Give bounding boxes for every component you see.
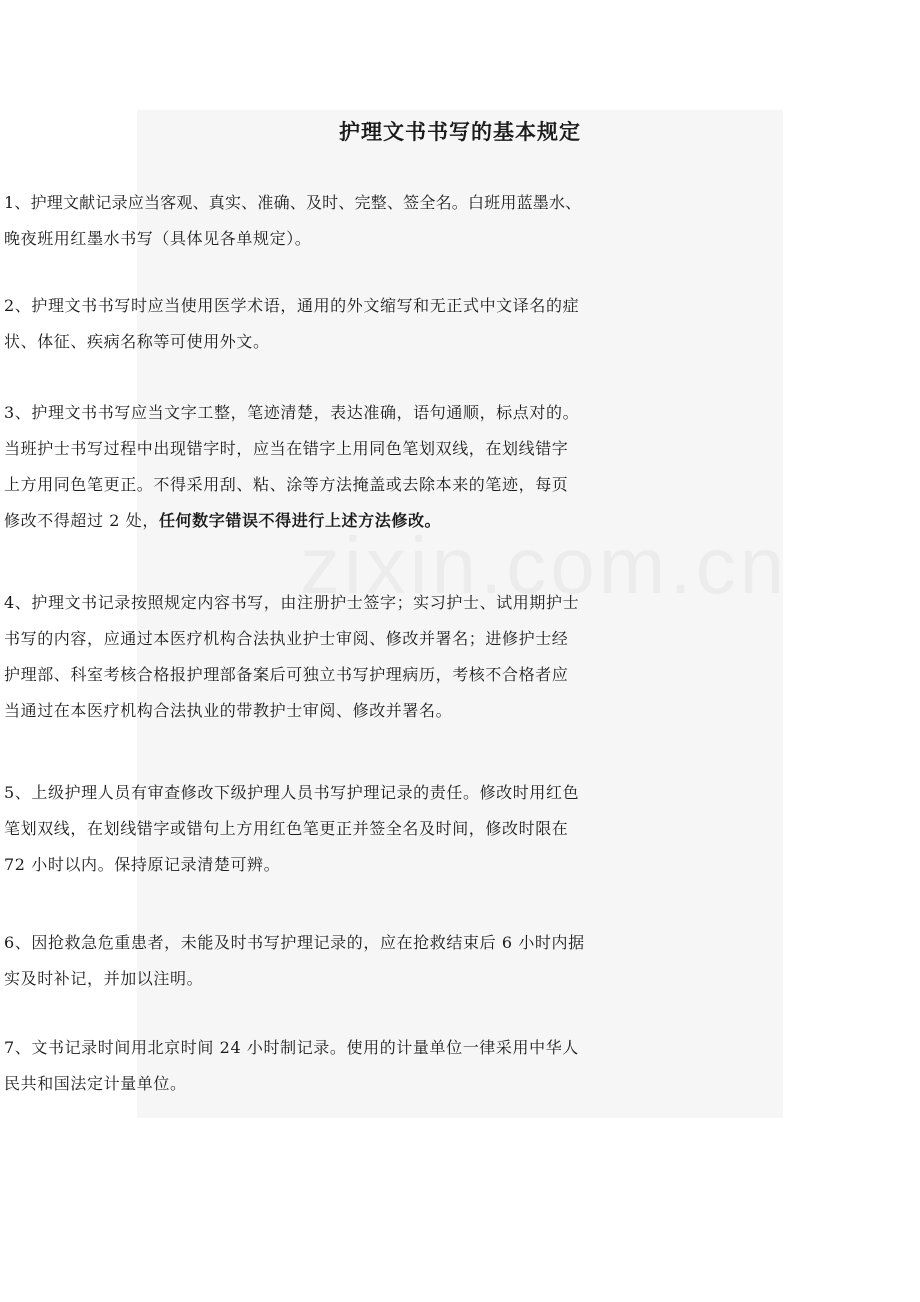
paragraph-3-line-1: 3、护理文书书写应当文字工整，笔迹清楚，表达准确，语句通顺，标点对的。 [4,403,580,422]
paragraph-4 [4,585,646,729]
paragraph-5-line-3: 72 小时以内。保持原记录清楚可辨。 [4,855,281,874]
paragraph-1-line-1: 1、护理文献记录应当客观、真实、准确、及时、完整、签全名。白班用蓝墨水、 [4,193,582,212]
paragraph-3-line-4-text: 修改不得超过 2 处， [4,511,159,530]
paragraph-5 [4,775,646,883]
paragraph-1 [4,185,646,257]
paragraph-3 [4,395,646,539]
paragraph-6-line-2: 实及时补记，并加以注明。 [4,969,204,988]
paragraph-6 [4,925,646,997]
paragraph-3-line-2: 当班护士书写过程中出现错字时，应当在错字上用同色笔划双线，在划线错字 [4,439,569,458]
paragraph-6-line-1: 6、因抢救急危重患者，未能及时书写护理记录的，应在抢救结束后 6 小时内据 [4,933,585,952]
paragraph-7-line-1: 7、文书记录时间用北京时间 24 小时制记录。使用的计量单位一律采用中华人 [4,1038,579,1057]
paragraph-2-line-1: 2、护理文书书写时应当使用医学术语，通用的外文缩写和无正式中文译名的症 [4,296,580,315]
paragraph-7-line-2: 民共和国法定计量单位。 [4,1074,187,1093]
paragraph-4-line-4: 当通过在本医疗机构合法执业的带教护士审阅、修改并署名。 [4,701,453,720]
paragraph-2 [4,288,646,360]
paragraph-5-line-1: 5、上级护理人员有审查修改下级护理人员书写护理记录的责任。修改时用红色 [4,783,580,802]
paragraph-3-line-3: 上方用同色笔更正。不得采用刮、粘、涂等方法掩盖或去除本来的笔迹，每页 [4,475,569,494]
paragraph-7 [4,1030,646,1102]
paragraph-2-line-2: 状、体征、疾病名称等可使用外文。 [4,332,270,351]
paragraph-1-line-2: 晚夜班用红墨水书写（具体见各单规定）。 [4,229,312,248]
paragraph-3-line-4 [4,503,646,539]
paragraph-4-line-1: 4、护理文书记录按照规定内容书写，由注册护士签字；实习护士、试用期护士 [4,593,580,612]
paragraph-4-line-3: 护理部、科室考核合格报护理部备案后可独立书写护理病历，考核不合格者应 [4,665,569,684]
document-title: 护理文书书写的基本规定 [339,119,581,144]
paragraph-4-line-2: 书写的内容，应通过本医疗机构合法执业护士审阅、修改并署名；进修护士经 [4,629,569,648]
paragraph-3-emphasis: 任何数字错误不得进行上述方法修改。 [158,511,442,530]
paragraph-5-line-2: 笔划双线，在划线错字或错句上方用红色笔更正并签全名及时间，修改时限在 [4,819,569,838]
